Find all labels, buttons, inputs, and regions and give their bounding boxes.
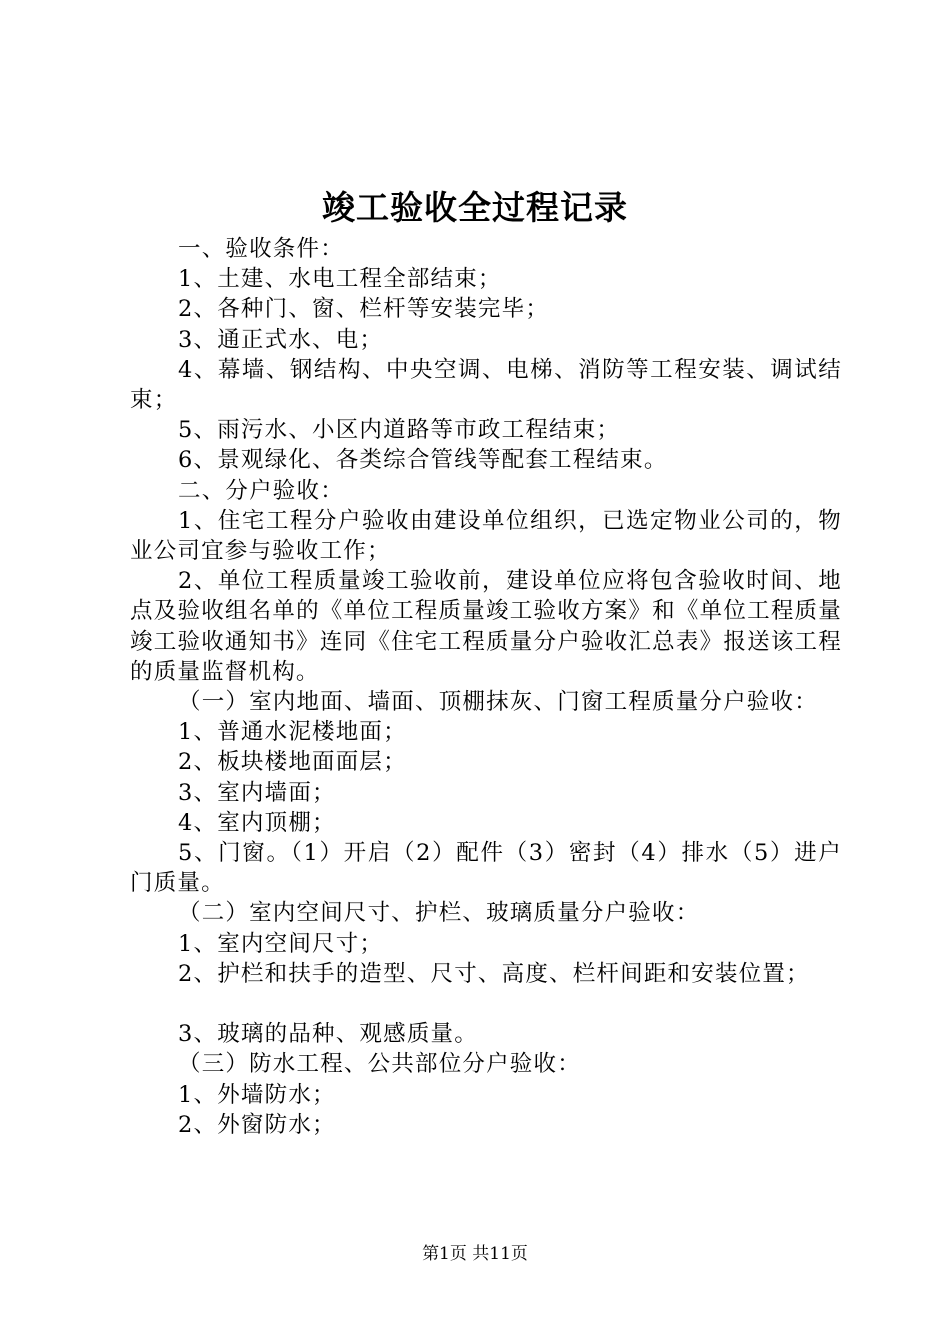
- list-item: 2、护栏和扶手的造型、尺寸、高度、栏杆间距和安装位置；: [178, 960, 810, 987]
- list-item: 6、景观绿化、各类综合管线等配套工程结束。: [178, 447, 668, 474]
- subsection-heading: （二）室内空间尺寸、护栏、玻璃质量分户验收：: [178, 900, 700, 927]
- list-item: 1、外墙防水；: [178, 1081, 336, 1108]
- list-item: 3、通正式水、电；: [178, 326, 384, 353]
- list-item: 3、玻璃的品种、观感质量。: [178, 1021, 478, 1048]
- subsection-heading: （三）防水工程、公共部位分户验收：: [178, 1051, 581, 1078]
- document-body: [130, 234, 842, 1140]
- list-item: 1、土建、水电工程全部结束；: [178, 266, 502, 293]
- subsection-heading: （一）室内地面、墙面、顶棚抹灰、门窗工程质量分户验收：: [178, 689, 818, 716]
- section-heading: 一、验收条件：: [178, 236, 344, 262]
- list-item: 4、室内顶棚；: [178, 809, 336, 836]
- list-item: 2、各种门、窗、栏杆等安装完毕；: [178, 296, 550, 323]
- list-item: 5、雨污水、小区内道路等市政工程结束；: [178, 417, 621, 444]
- list-item: 2、板块楼地面面层；: [178, 749, 407, 776]
- paragraph: 2、单位工程质量竣工验收前，建设单位应将包含验收时间、地点及验收组名单的《单位工程质量竣工验收方案》和《单位工程质量竣工验收通知书》连同《住宅工程质量分户验收汇总表》报送该工程的质量监督机构。: [130, 568, 842, 685]
- page-footer: 第1页 共11页: [422, 1244, 528, 1264]
- list-item: 1、室内空间尺寸；: [178, 930, 384, 957]
- list-item: 5、门窗。（1）开启（2）配件（3）密封（4）排水（5）进户门质量。: [130, 840, 842, 897]
- list-item: 4、幕墙、钢结构、中央空调、电梯、消防等工程安装、调试结束；: [130, 356, 842, 414]
- list-item: 2、外窗防水；: [178, 1111, 336, 1138]
- paragraph: 1、住宅工程分户验收由建设单位组织，已选定物业公司的，物业公司宜参与验收工作；: [130, 507, 842, 565]
- document-title: 竣工验收全过程记录: [322, 188, 628, 227]
- section-heading: 二、分户验收：: [178, 477, 344, 504]
- list-item: 3、室内墙面；: [178, 779, 336, 806]
- list-item: 1、普通水泥楼地面；: [178, 719, 407, 746]
